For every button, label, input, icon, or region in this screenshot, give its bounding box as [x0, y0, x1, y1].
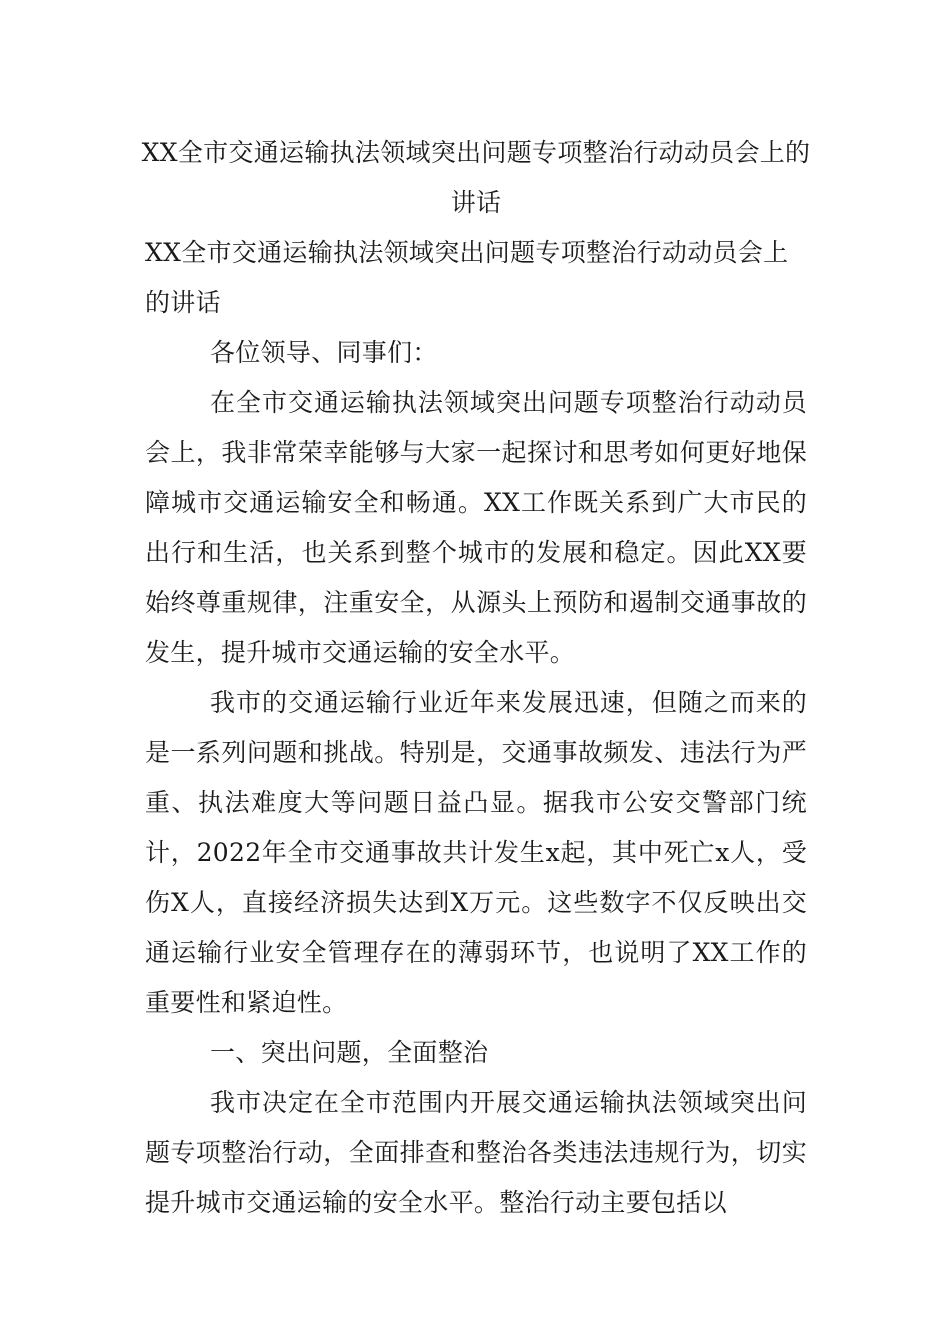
paragraph-intro: 在全市交通运输执法领域突出问题专项整治行动动员会上，我非常荣幸能够与大家一起探讨和思考如何更好地保障城市交通运输安全和畅通。XX工作既关系到广大市民的出行和生活，也关系到整个城市的发展和稳定。因此XX要始终尊重规律，注重安全，从源头上预防和遏制交通事故的发生，提升城市交通运输的安全水平。	[145, 388, 807, 667]
section-heading: 一、突出问题，全面整治	[210, 1038, 489, 1067]
document-body	[141, 128, 811, 1228]
repeated-title: XX全市交通运输执法领域突出问题专项整治行动动员会上的讲话	[145, 238, 789, 317]
paragraph-background: 我市的交通运输行业近年来发展迅速，但随之而来的是一系列问题和挑战。特别是，交通事故频发、违法行为严重、执法难度大等问题日益凸显。据我市公安交警部门统计，2022年全市交通事故共计发生x起，其中死亡x人，受伤X人，直接经济损失达到X万元。这些数字不仅反映出交通运输行业安全管理存在的薄弱环节，也说明了XX工作的重要性和紧迫性。	[145, 688, 807, 1017]
document-title: XX全市交通运输执法领域突出问题专项整治行动动员会上的讲话	[141, 138, 811, 217]
greeting: 各位领导、同事们：	[210, 338, 438, 367]
paragraph-section-one: 我市决定在全市范围内开展交通运输执法领域突出问题专项整治行动，全面排查和整治各类违法违规行为，切实提升城市交通运输的安全水平。整治行动主要包括以	[145, 1088, 807, 1217]
